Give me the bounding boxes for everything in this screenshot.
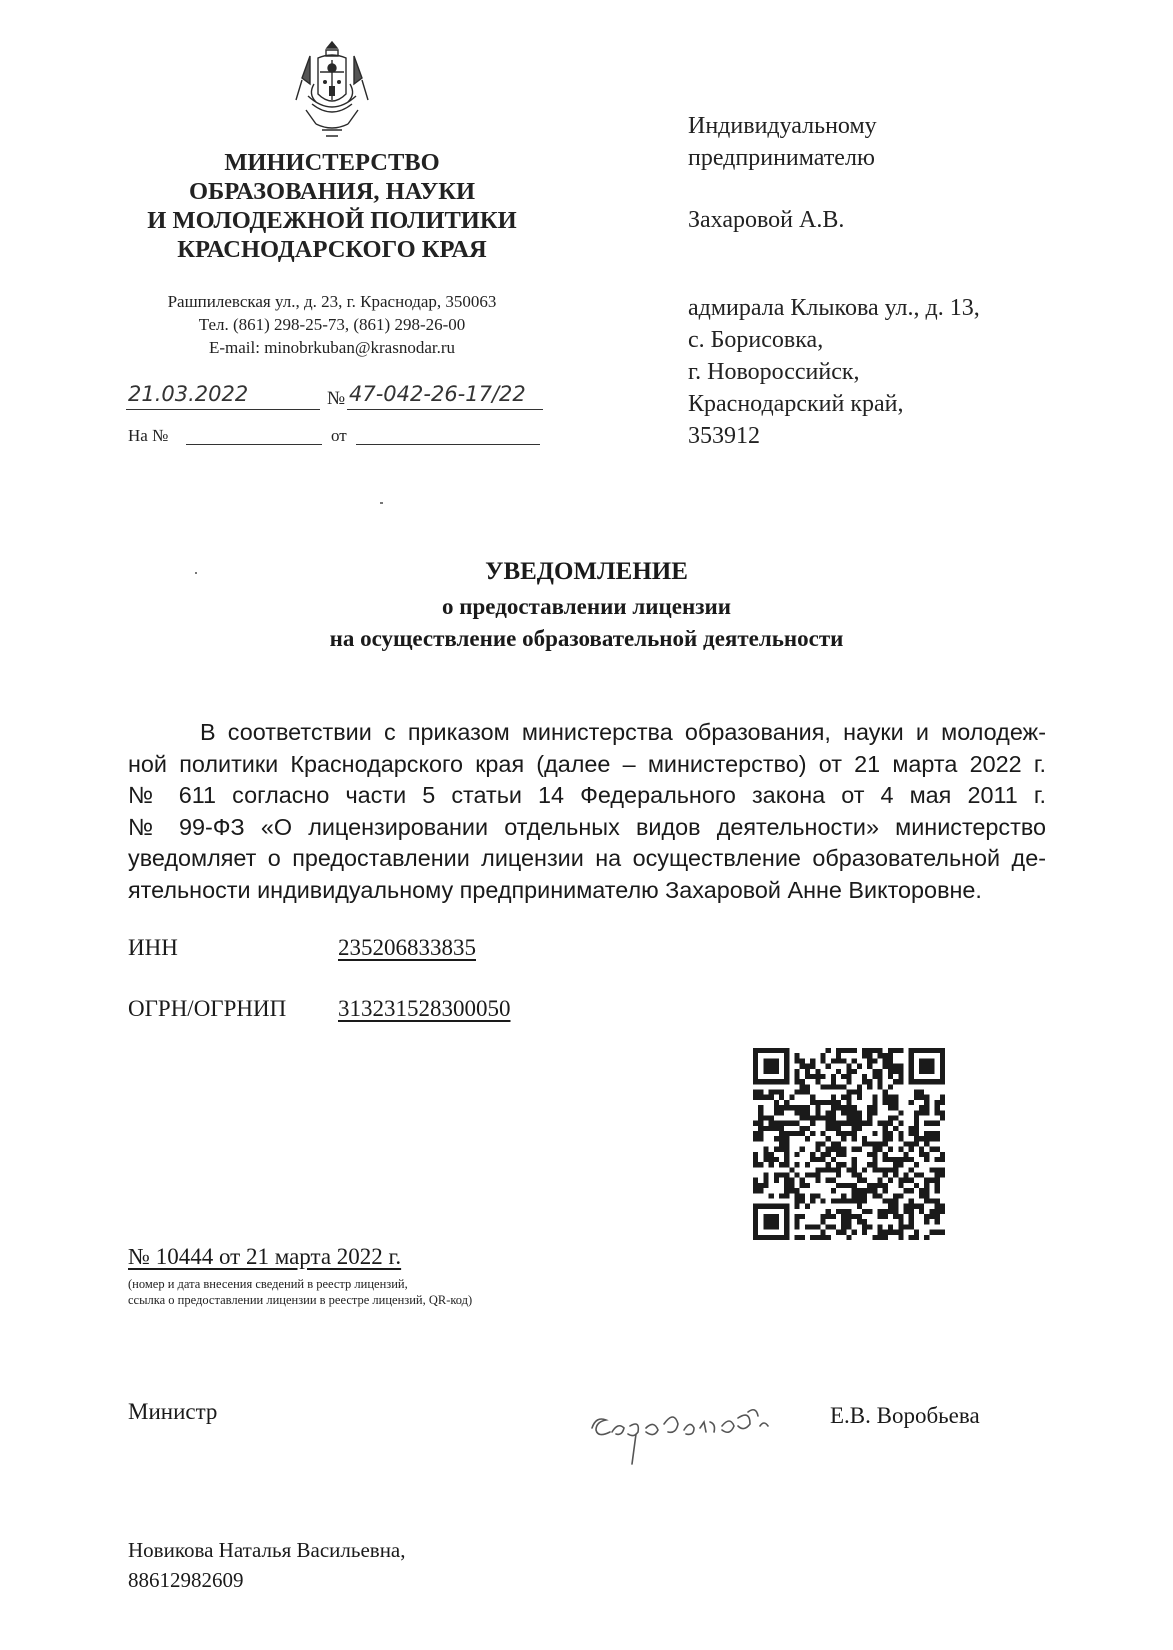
body-line: № 611 согласно части 5 статьи 14 Федерального закона от 4 мая 2011 г. [128,782,1046,808]
ministry-contacts [120,290,544,359]
addressee-address-2: с. Борисовка, [688,327,824,353]
ministry-name [120,148,544,264]
signatory-name: Е.В. Воробьева [830,1403,980,1428]
addressee-address-3: г. Новороссийск, [688,359,860,385]
outgoing-date: 21.03.2022 [128,382,249,406]
reference-date-label: от [331,426,347,445]
body-line: уведомляет о предоставлении лицензии на осуществление образовательной де- [128,845,1046,871]
ministry-name-line3: И МОЛОДЕЖНОЙ ПОЛИТИКИ [147,207,517,234]
qr-code-icon[interactable] [753,1048,945,1240]
ministry-name-line4: КРАСНОДАРСКОГО КРАЯ [177,236,487,263]
body-line: ной политики Краснодарского края (далее – министерство) от 21 марта 2022 г. [128,750,1046,777]
outgoing-date-line [126,409,320,410]
ministry-name-line1: МИНИСТЕРСТВО [224,149,440,176]
executor-phone: 88612982609 [128,1568,244,1592]
ogrn-value: 313231528300050 [338,996,511,1021]
outgoing-number-label: № [327,388,346,409]
document-subtitle-2: на осуществление образовательной деятельности [329,626,844,651]
addressee-address-5: 353912 [688,423,760,449]
addressee-line2: предпринимателю [688,145,875,171]
reference-date-line [356,444,540,445]
body-line: ятельности индивидуальному предпринимателю Захаровой Анне Викторовне. [128,876,982,903]
addressee-block [688,110,1108,452]
coat-of-arms-icon [292,38,372,140]
reference-number-line [186,444,322,445]
reference-number-label: На № [128,426,169,445]
ministry-email: E-mail: minobrkuban@krasnodar.ru [208,338,456,357]
executor-name: Новикова Наталья Васильевна, [128,1538,406,1562]
scan-mark [380,502,383,504]
registry-note-2: ссылка о предоставлении лицензии в реестре лицензий, QR-код) [128,1293,473,1307]
notification-body [128,717,1046,906]
addressee-name: Захаровой А.В. [688,207,845,233]
ministry-address: Рашпилевская ул., д. 23, г. Краснодар, 350063 [167,292,497,311]
outgoing-number-line [347,409,543,410]
document-subtitle-1: о предоставлении лицензии [442,594,731,619]
signatory-position: Министр [128,1399,218,1424]
body-line: В соответствии с приказом министерства образования, науки и молодеж- [200,719,1046,745]
inn-label: ИНН [128,935,178,960]
outgoing-number: 47-042-26-17/22 [349,382,526,406]
registry-entry: № 10444 от 21 марта 2022 г. [128,1244,402,1269]
ministry-name-line2: ОБРАЗОВАНИЯ, НАУКИ [188,178,476,205]
handwritten-signature [582,1398,812,1468]
registry-note-1: (номер и дата внесения сведений в реестр лицензий, [128,1277,408,1291]
body-line: № 99-ФЗ «О лицензировании отдельных видов деятельности» министерство [128,813,1046,840]
document-title: УВЕДОМЛЕНИЕ [485,558,688,585]
ogrn-label: ОГРН/ОГРНИП [128,996,287,1021]
addressee-line1: Индивидуальному [688,113,877,139]
inn-value: 235206833835 [338,935,476,960]
addressee-address-4: Краснодарский край, [688,391,904,417]
addressee-address-1: адмирала Клыкова ул., д. 13, [688,295,980,321]
ministry-phone: Тел. (861) 298-25-73, (861) 298-26-00 [198,315,466,334]
